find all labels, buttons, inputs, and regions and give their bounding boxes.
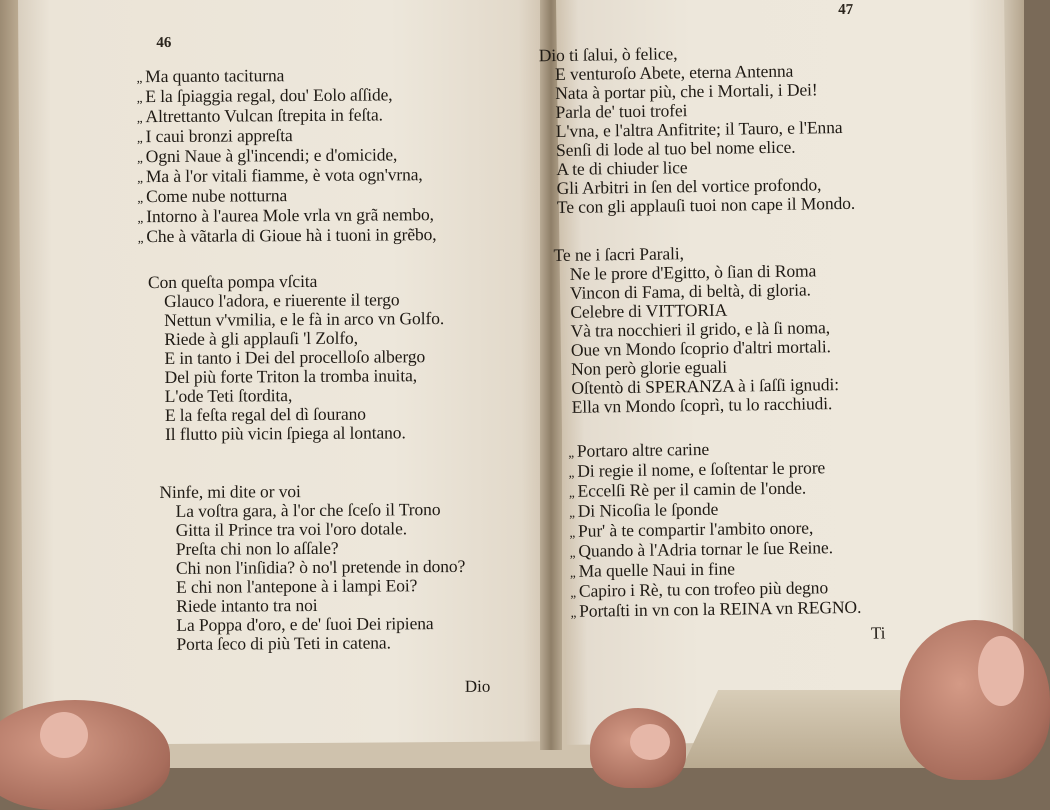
verse-text: Pur' à te compartir l'ambito onore, [577, 517, 814, 541]
quote-mark: „ [568, 484, 575, 500]
verse-text: Quando à l'Adria tornar le ſue Reine. [578, 537, 834, 561]
verse-text: Celebre di VITTORIA [570, 299, 728, 322]
verse-line [149, 423, 445, 444]
stanza [568, 438, 861, 622]
quote-mark: „ [569, 524, 576, 540]
verse-text: Chi non l'inſidia? ò no'l pretende in dono? [175, 555, 466, 578]
verse-line [160, 519, 465, 540]
catchword: Ti [870, 623, 886, 643]
verse-line [160, 633, 465, 654]
verse-text: Glauco l'adora, e riuerente il tergo [164, 289, 400, 311]
quote-mark: „ [568, 444, 575, 460]
quote-mark: „ [570, 584, 577, 600]
verse-line [137, 105, 436, 127]
verse-text: Parla de' tuoi trofei [555, 100, 688, 123]
verse-line [149, 366, 445, 387]
verse-text: A te di chiuder lice [556, 157, 688, 180]
quote-mark: „ [136, 130, 143, 146]
page-number: 47 [838, 1, 854, 19]
quote-mark: „ [570, 604, 577, 620]
quote-mark: „ [569, 504, 575, 520]
quote-mark: „ [136, 110, 143, 126]
verse-text: Con queſta pompa vſcita [147, 270, 318, 293]
verse-text: Gli Arbitri in ſen del vortice profondo, [556, 174, 822, 199]
verse-text: Nata à portar più, che i Mortali, i Dei! [555, 79, 818, 104]
quote-mark: „ [136, 70, 143, 86]
verse-text: Portaſti in vn con la REINA vn REGNO. [579, 596, 862, 621]
verse-line [160, 557, 465, 578]
verse-text: Preſta chi non lo aſſale? [175, 537, 339, 559]
verse-text: Come nube notturna [145, 185, 288, 207]
catchword: Dio [464, 676, 491, 696]
verse-text: La voſtra gara, à l'or che ſceſo il Trono [175, 499, 441, 521]
verse-line [160, 576, 465, 597]
verse-line [541, 194, 855, 217]
verse-text: Riede à gli applauſi 'l Zolfo, [164, 327, 359, 349]
verse-text: La Poppa d'oro, e de' ſuoi Dei ripiena [176, 613, 434, 635]
quote-mark: „ [137, 170, 143, 186]
verse-text: Te con gli applauſi tuoi non cape il Mondo. [556, 192, 856, 218]
quote-mark: „ [137, 150, 143, 166]
verse-text: Capiro i Rè, tu con trofeo più degno [578, 577, 829, 601]
thumbnail [40, 712, 88, 758]
fingernail [630, 724, 670, 760]
verse-text: E venturoſo Abete, eterna Antenna [554, 60, 794, 85]
verse-text: Ma à l'or vitali fiamme, è vota ogn'vrna, [145, 164, 423, 187]
thumbnail [978, 636, 1024, 706]
quote-mark: „ [137, 190, 144, 206]
verse-text: Riede intanto tra noi [176, 594, 318, 616]
verse-text: L'ode Teti ſtordita, [164, 385, 293, 406]
verse-line [137, 85, 436, 107]
right-thumb [900, 620, 1050, 780]
verse-text: E la feſta regal del dì ſourano [164, 403, 366, 425]
verse-line [570, 598, 861, 622]
verse-line [148, 271, 444, 292]
stanza [159, 481, 465, 654]
stanza [553, 242, 839, 417]
left-page [18, 0, 555, 745]
verse-line [160, 614, 465, 635]
verse-line [160, 500, 465, 521]
verse-line [148, 309, 444, 330]
verse-text: I caui bronzi appreſta [145, 125, 293, 147]
verse-text: Ninfe, mi dite or voi [159, 481, 301, 503]
verse-text: Di Nicoſia le ſponde [577, 498, 719, 521]
verse-text: Ma quelle Naui in fine [578, 558, 736, 581]
verse-text: Senſi di lode al tuo bel nome elice. [555, 136, 796, 161]
verse-text: Ogni Naue à gl'incendi; e d'omicide, [145, 144, 398, 167]
verse-text: Porta ſeco di più Teti in catena. [176, 632, 391, 654]
verse-line [137, 165, 436, 187]
quote-mark: „ [137, 210, 144, 226]
verse-text: Gitta il Prince tra voi l'oro dotale. [175, 518, 408, 540]
quote-mark: „ [137, 230, 144, 246]
verse-text: Ma quanto taciturna [145, 65, 285, 87]
verse-text: Ella vn Mondo ſcoprì, tu lo racchiudi. [571, 393, 833, 417]
verse-text: E la ſpiaggia regal, dou' Eolo aſſide, [145, 84, 393, 107]
verse-text: Il flutto più vicin ſpiega al lontano. [164, 422, 406, 444]
stanza [148, 271, 445, 444]
verse-text: Del più forte Triton la tromba inuita, [164, 365, 418, 387]
page-number: 46 [156, 34, 172, 52]
quote-mark: „ [569, 544, 576, 560]
quote-mark: „ [569, 564, 576, 580]
stanza [136, 65, 436, 247]
verse-text: E in tanto i Dei del procelloſo albergo [164, 346, 426, 368]
verse-text: L'vna, e l'altra Anfitrite; il Tauro, e l'Enna [555, 117, 843, 142]
verse-text: Eccelſi Rè per il camin de l'onde. [577, 477, 807, 501]
quote-mark: „ [568, 464, 575, 480]
verse-text: Dio ti ſalui, ò felice, [538, 43, 678, 66]
verse-text: Te ne i ſacri Parali, [553, 243, 684, 266]
verse-line [138, 225, 437, 247]
verse-text: Và tra nocchieri il grido, e là ſi noma, [570, 317, 831, 341]
quote-mark: „ [136, 90, 143, 106]
verse-line [149, 385, 445, 406]
verse-text: Oſtentò di SPERANZA à i ſaſſi ignudi: [571, 374, 840, 398]
verse-text: Non però glorie eguali [571, 356, 728, 379]
verse-text: Portaro altre carine [576, 438, 710, 461]
stanza [539, 42, 856, 217]
verse-text: Di regie il nome, e ſoſtentar le prore [577, 457, 826, 481]
verse-text: Intorno à l'aurea Mole vrla vn grã nembo, [146, 204, 434, 227]
verse-text: Che à vãtarla di Gioue hà i tuoni in grẽbo, [146, 224, 437, 247]
verse-text: Nettun v'vmilia, e le fà in arco vn Golfo. [164, 308, 445, 330]
verse-text: Altrettanto Vulcan ſtrepita in feſta. [145, 104, 383, 127]
verse-line [556, 394, 840, 417]
verse-text: E chi non l'antepone à i lampi Eoi? [176, 575, 418, 597]
verse-text: Ne le prore d'Egitto, ò ſian di Roma [569, 260, 817, 284]
verse-text: Oue vn Mondo ſcoprio d'altri mortali. [570, 336, 831, 360]
verse-text: Vincon di Fama, di beltà, di gloria. [569, 279, 812, 303]
